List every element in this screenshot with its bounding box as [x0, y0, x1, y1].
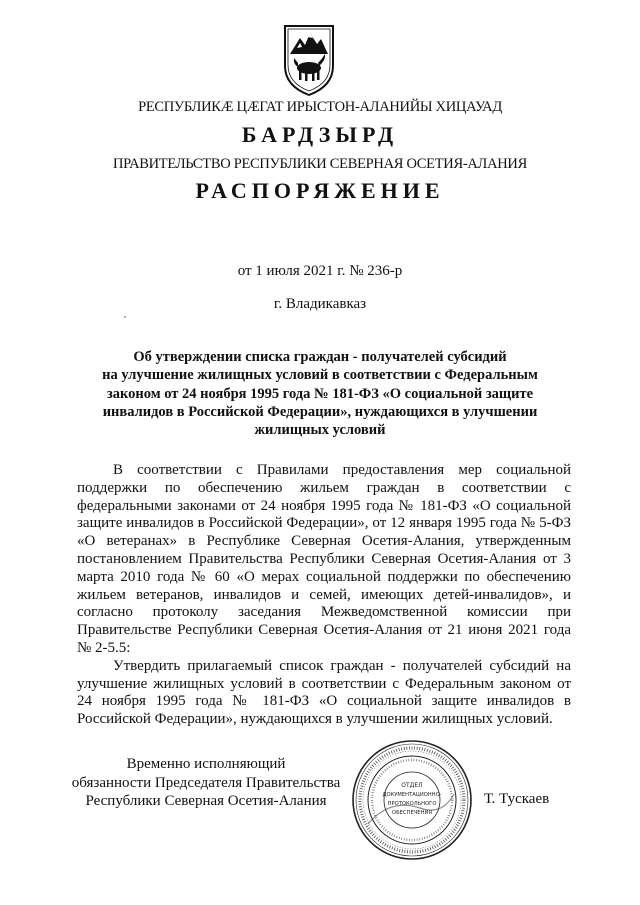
russian-document-type: РАСПОРЯЖЕНИЕ	[195, 178, 445, 203]
title-line: на улучшение жилищных условий в соответствии с Федеральным	[102, 367, 538, 384]
title-line: инвалидов в Российской Федерации», нуждающихся в улучшении	[102, 403, 538, 420]
russian-government-line: ПРАВИТЕЛЬСТВО РЕСПУБЛИКИ СЕВЕРНАЯ ОСЕТИЯ-АЛАНИЯ	[113, 156, 527, 172]
title-line: жилищных условий	[254, 422, 386, 439]
seal-text-line: ОТДЕЛ	[401, 782, 423, 789]
body-paragraph-resolution: Утвердить прилагаемый список граждан - получателей субсидий на улучшение жилищных условий в соответствии с Федеральным законом от 24 ноября 1995 года № 181-ФЗ «О социальной защите инвалидов в Российской Федерации», нуждающихся в улучшении жилищных условий.	[77, 657, 571, 728]
title-line: Об утверждении списка граждан - получателей субсидий	[133, 349, 507, 365]
seal-text-line: ОБЕСПЕЧЕНИЯ	[392, 810, 432, 816]
signatory-name: Т. Тускаев	[484, 791, 550, 807]
signatory-position-line: обязанности Председателя Правительства	[71, 774, 341, 791]
document-city: г. Владикавказ	[273, 296, 367, 312]
body-paragraph-basis: В соответствии с Правилами предоставления мер социальной поддержки по обеспечению жильем граждан в соответствии с федеральными законами от 24 ноября 1995 года № 181-ФЗ «О социальной защите инвалидов в Российской Федерации», от 12 января 1995 года № 5-ФЗ «О ветеранах» в Республике Северная Осетия-Алания, утвержденным постановлением Правительства Республики Северная Осетия-Алания от 3 марта 2010 года № 60 «О мерах социальной поддержки по обеспечению жильем ветеранов, инвалидов и семей, имеющих детей-инвалидов», и согласно протоколу заседания Межведомственной комиссии при Правительстве Республики Северная Осетия-Алания от 21 июня 2021 года № 2-5.5:	[77, 462, 571, 656]
title-line: законом от 24 ноября 1995 года № 181-ФЗ «О социальной защите	[106, 385, 534, 402]
coat-of-arms-icon	[281, 20, 337, 98]
ossetian-document-type: БАРДЗЫРД	[241, 122, 399, 147]
signatory-position-line: Временно исполняющий	[126, 756, 286, 772]
seal-text-line: ДОКУМЕНТАЦИОННО-	[382, 792, 442, 798]
document-date-number: от 1 июля 2021 г. № 236-р	[237, 263, 403, 279]
ossetian-government-line: РЕСПУБЛИКӔ ЦӔГАТ ИРЫСТОН-АЛАНИЙЫ ХИЦАУАД	[138, 99, 502, 115]
document-body	[77, 462, 571, 729]
seal-text-line: ПРОТОКОЛЬНОГО	[387, 801, 437, 807]
scan-speck	[124, 316, 126, 318]
official-seal-stamp	[350, 738, 474, 862]
document-title	[78, 348, 562, 439]
signatory-position-line: Республики Северная Осетия-Алания	[85, 793, 327, 809]
signatory-position	[68, 755, 344, 811]
